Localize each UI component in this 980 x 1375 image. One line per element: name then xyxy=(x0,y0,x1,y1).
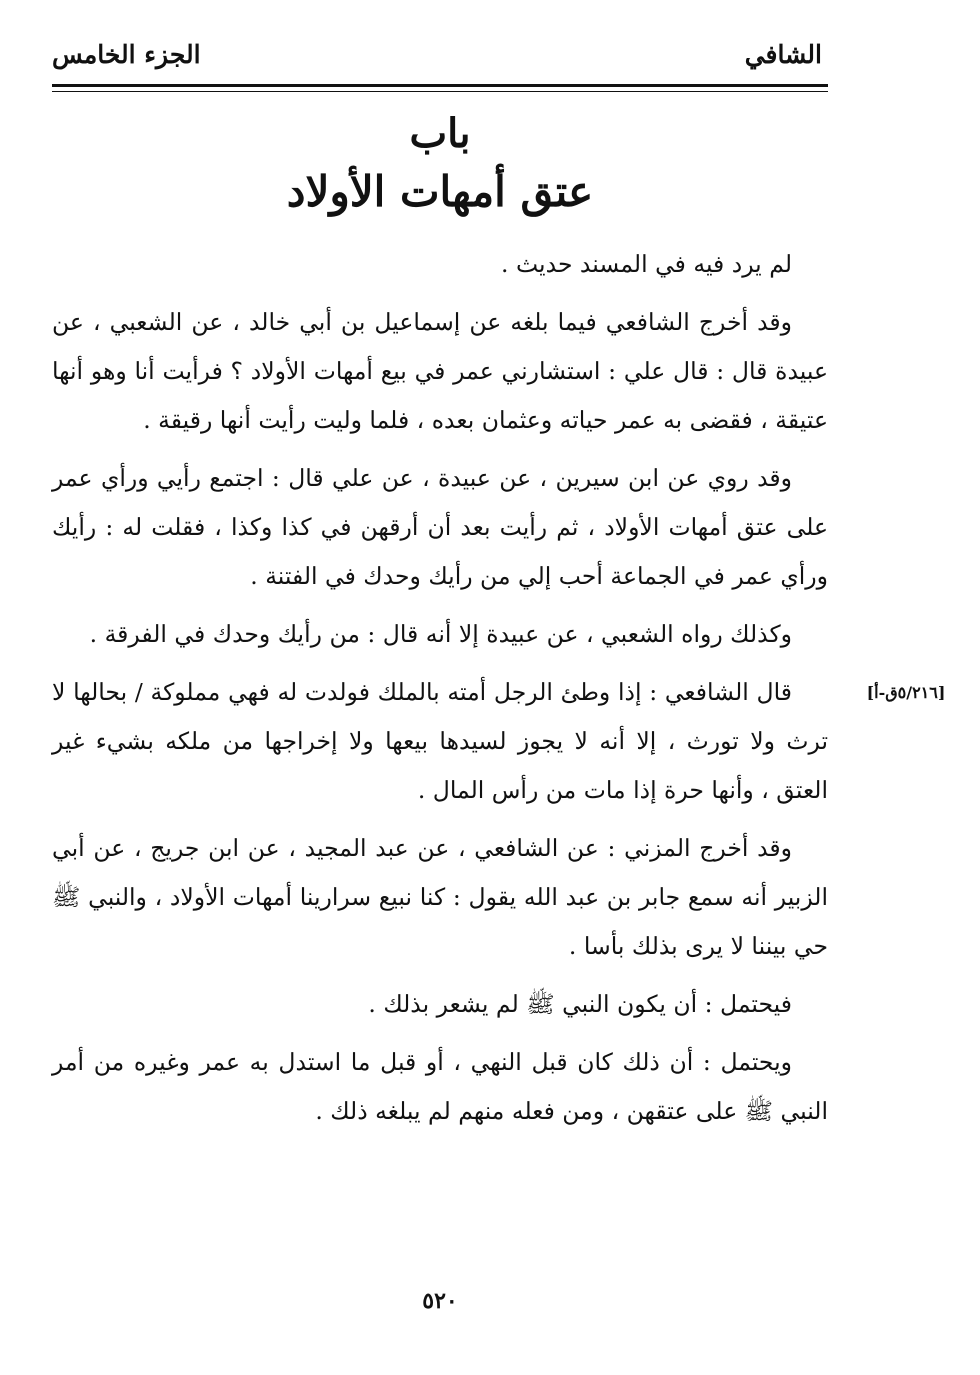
chapter-label: باب xyxy=(409,110,471,157)
paragraph: وكذلك رواه الشعبي ، عن عبيدة إلا أنه قال : من رأيك وحدك في الفرقة . xyxy=(89,620,792,648)
paragraph: قال الشافعي : إذا وطئ الرجل أمته بالملك فولدت له فهي مملوكة / بحالها لا ترث ولا تورث ، إلا أنه لا يجوز لسيدها بيعها ولا إخراجها من ملكه بشيء غير العتق ، وأنها حرة إذا مات من رأس المال . xyxy=(52,678,828,804)
body-text xyxy=(52,240,828,1145)
volume-label: الجزء الخامس xyxy=(52,40,201,69)
paragraph: لم يرد فيه في المسند حديث . xyxy=(501,250,792,278)
chapter-title: عتق أمهات الأولاد xyxy=(286,167,594,216)
page-number: ٥٢٠ xyxy=(422,1288,458,1314)
margin-manuscript-ref: [٥/٢١٦ق-أ] xyxy=(866,683,946,702)
paragraph: ويحتمل : أن ذلك كان قبل النهي ، أو قبل ما استدل به عمر وغيره من أمر النبي ﷺ على عتقهن ، ومن فعله منهم لم يبلغه ذلك . xyxy=(52,1048,828,1125)
header-rule xyxy=(52,84,828,87)
paragraph: فيحتمل : أن يكون النبي ﷺ لم يشعر بذلك . xyxy=(368,990,792,1018)
paragraph: وقد روي عن ابن سيرين ، عن عبيدة ، عن علي قال : اجتمع رأيي ورأي عمر على عتق أمهات الأولاد ، ثم رأيت بعد أن أرقهن في كذا وكذا ، فقلت له : رأيك ورأي عمر في الجماعة أحب إلي من رأيك وحدك في الفتنة . xyxy=(52,464,828,590)
running-header xyxy=(52,36,828,80)
header-rule-thin xyxy=(52,91,828,92)
paragraph: وقد أخرج المزني : عن الشافعي ، عن عبد المجيد ، عن ابن جريج ، عن أبي الزبير أنه سمع جابر بن عبد الله يقول : كنا نبيع سرارينا أمهات الأولاد ، والنبي ﷺ حي بيننا لا يرى بذلك بأسا . xyxy=(52,834,828,960)
book-title: الشافي xyxy=(744,40,822,69)
paragraph: وقد أخرج الشافعي فيما بلغه عن إسماعيل بن أبي خالد ، عن الشعبي ، عن عبيدة قال : قال علي : استشارني عمر في بيع أمهات الأولاد ؟ فرأيت أنا وهو أنها عتيقة ، فقضى به عمر حياته وعثمان بعده ، فلما وليت رأيت أنها رقيقة . xyxy=(52,308,828,434)
